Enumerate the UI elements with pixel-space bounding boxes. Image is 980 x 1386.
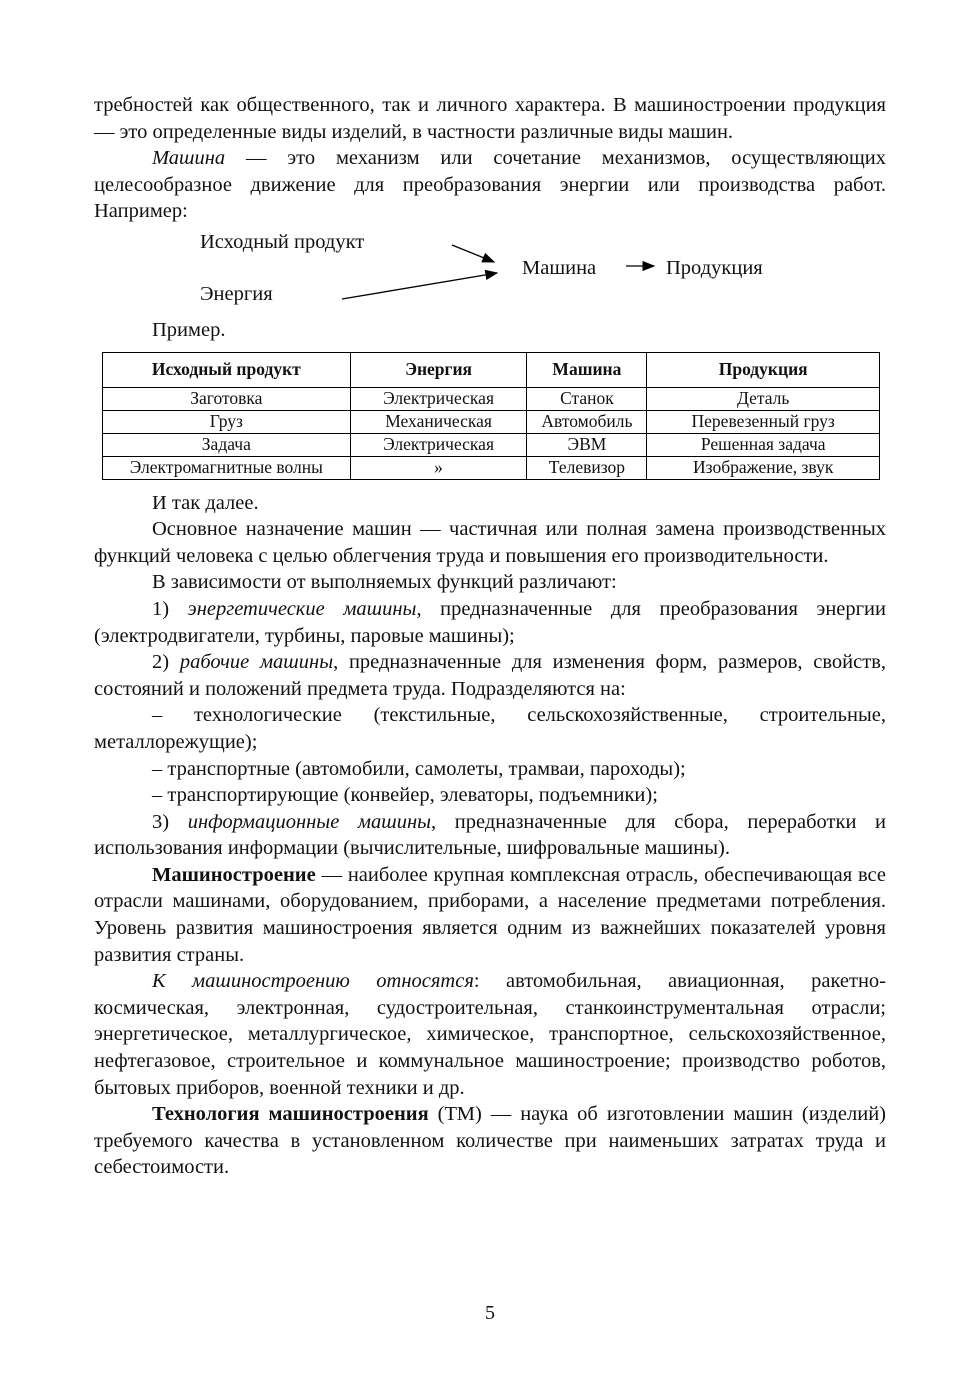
paragraph-depending: В зависимости от выполняемых функций различают:: [152, 571, 617, 594]
sublist-item-transport: – транспортные (автомобили, самолеты, трамваи, пароходы);: [152, 757, 686, 780]
paragraph-technology: [94, 1101, 886, 1181]
table-header-row: [103, 352, 880, 387]
diagram-machine: Машина: [522, 256, 597, 279]
list-item-text: , предназначенные для сбора, переработки и использования информации (вычислительные, шифровальные машины).: [94, 810, 887, 860]
list-item-information-machines: [94, 809, 886, 862]
table-cell: Станок: [527, 387, 647, 410]
paragraph-and-so-on: И так далее.: [152, 491, 259, 514]
term-information-machines: информационные машины: [187, 810, 432, 833]
table-cell: Автомобиль: [527, 410, 647, 433]
table-cell: Деталь: [647, 387, 880, 410]
table-cell: Заготовка: [103, 387, 351, 410]
table-cell: Изображение, звук: [647, 456, 880, 479]
examples-table: [102, 352, 880, 480]
table-cell: Решенная задача: [647, 433, 880, 456]
arrow-energy-to-machine: [342, 273, 497, 299]
table-cell: Перевезенный груз: [647, 410, 880, 433]
table-row: [103, 433, 880, 456]
table-header-cell: Продукция: [647, 352, 880, 387]
table-row: [103, 410, 880, 433]
list-item-working-machines: [94, 649, 886, 702]
table-cell: Электрическая: [350, 387, 527, 410]
table-row: [103, 456, 880, 479]
table-cell: Электромагнитные волны: [103, 456, 351, 479]
paragraph-text: — наиболее крупная комплексная отрасль, обеспечивающая все отрасли машинами, оборудованием, приборами, а население предметами потребления. Уровень развития машиностроения является одним из важнейших показателей уровня развития страны.: [94, 863, 886, 966]
page-number: 5: [485, 1302, 495, 1324]
table-cell: Телевизор: [527, 456, 647, 479]
paragraph-text: (ТМ) — наука об изготовлении машин (изделий) требуемого качества в установленном количестве при наименьших затратах труда и себестоимости.: [94, 1103, 886, 1179]
list-number: 2): [152, 651, 180, 674]
list-number: 3): [152, 810, 188, 833]
machine-diagram: [94, 229, 886, 317]
paragraph-purpose: Основное назначение машин — частичная или полная замена производственных функций человека с целью облегчения труда и повышения его производительности.: [94, 518, 886, 567]
term-machine: Машина: [152, 147, 226, 170]
paragraph-machine-definition: [94, 145, 886, 225]
diagram-energy: Энергия: [200, 282, 273, 305]
sublist-item-technological: – технологические (текстильные, сельскохозяйственные, строительные, металлорежущие);: [94, 704, 886, 753]
list-item-energy-machines: [94, 596, 886, 649]
paragraph-continuation: требностей как общественного, так и личного характера. В машиностроении продукция — это определенные виды изделий, в частности различные виды машин.: [94, 94, 886, 143]
sublist-item-conveying: – транспортирующие (конвейер, элеваторы, подъемники);: [152, 784, 658, 807]
diagram-product: Продукция: [666, 256, 763, 279]
table-header-cell: Энергия: [350, 352, 527, 387]
paragraph-text: : автомобильная, авиационная, ракетно-космическая, электронная, судостроительная, станкоинструментальная отрасли; энергетическое, металлургическое, химическое, транспортное, сельскохозяйственное, нефтегазовое, строительное и коммунальное машиностроение; производство роботов, бытовых приборов, военной техники и др.: [94, 970, 886, 1099]
table-cell: ЭВМ: [527, 433, 647, 456]
term-energy-machines: энергетические машины: [187, 597, 417, 620]
table-cell: Механическая: [350, 410, 527, 433]
list-number: 1): [152, 597, 188, 620]
table-cell: Электрическая: [350, 433, 527, 456]
table-header-cell: Исходный продукт: [103, 352, 351, 387]
diagram-input-product: Исходный продукт: [200, 230, 365, 253]
table-header-cell: Машина: [527, 352, 647, 387]
term-working-machines: рабочие машины: [179, 651, 334, 674]
table-row: [103, 387, 880, 410]
paragraph-mashinostroenie: [94, 862, 886, 968]
list-item-text: , предназначенные для изменения форм, размеров, свойств, состояний и положений предмета труда. Подразделяются на:: [94, 651, 887, 700]
example-label: Пример.: [152, 318, 226, 341]
paragraph-includes: [94, 968, 886, 1101]
list-item-text: , предназначенные для преобразования энергии (электродвигатели, турбины, паровые машины);: [94, 597, 886, 647]
page-content: [94, 92, 886, 1181]
term-technology: Технология машиностроения: [152, 1103, 429, 1126]
table-cell: Груз: [103, 410, 351, 433]
table-cell: »: [350, 456, 527, 479]
term-includes: К машиностроению относятся: [152, 970, 474, 993]
machine-definition-text: — это механизм или сочетание механизмов, осуществляющих целесообразное движение для преобразования энергии или производства работ. Например:: [94, 147, 886, 223]
term-mashinostroenie: Машиностроение: [152, 863, 316, 886]
arrow-input-to-machine: [452, 245, 494, 262]
table-cell: Задача: [103, 433, 351, 456]
